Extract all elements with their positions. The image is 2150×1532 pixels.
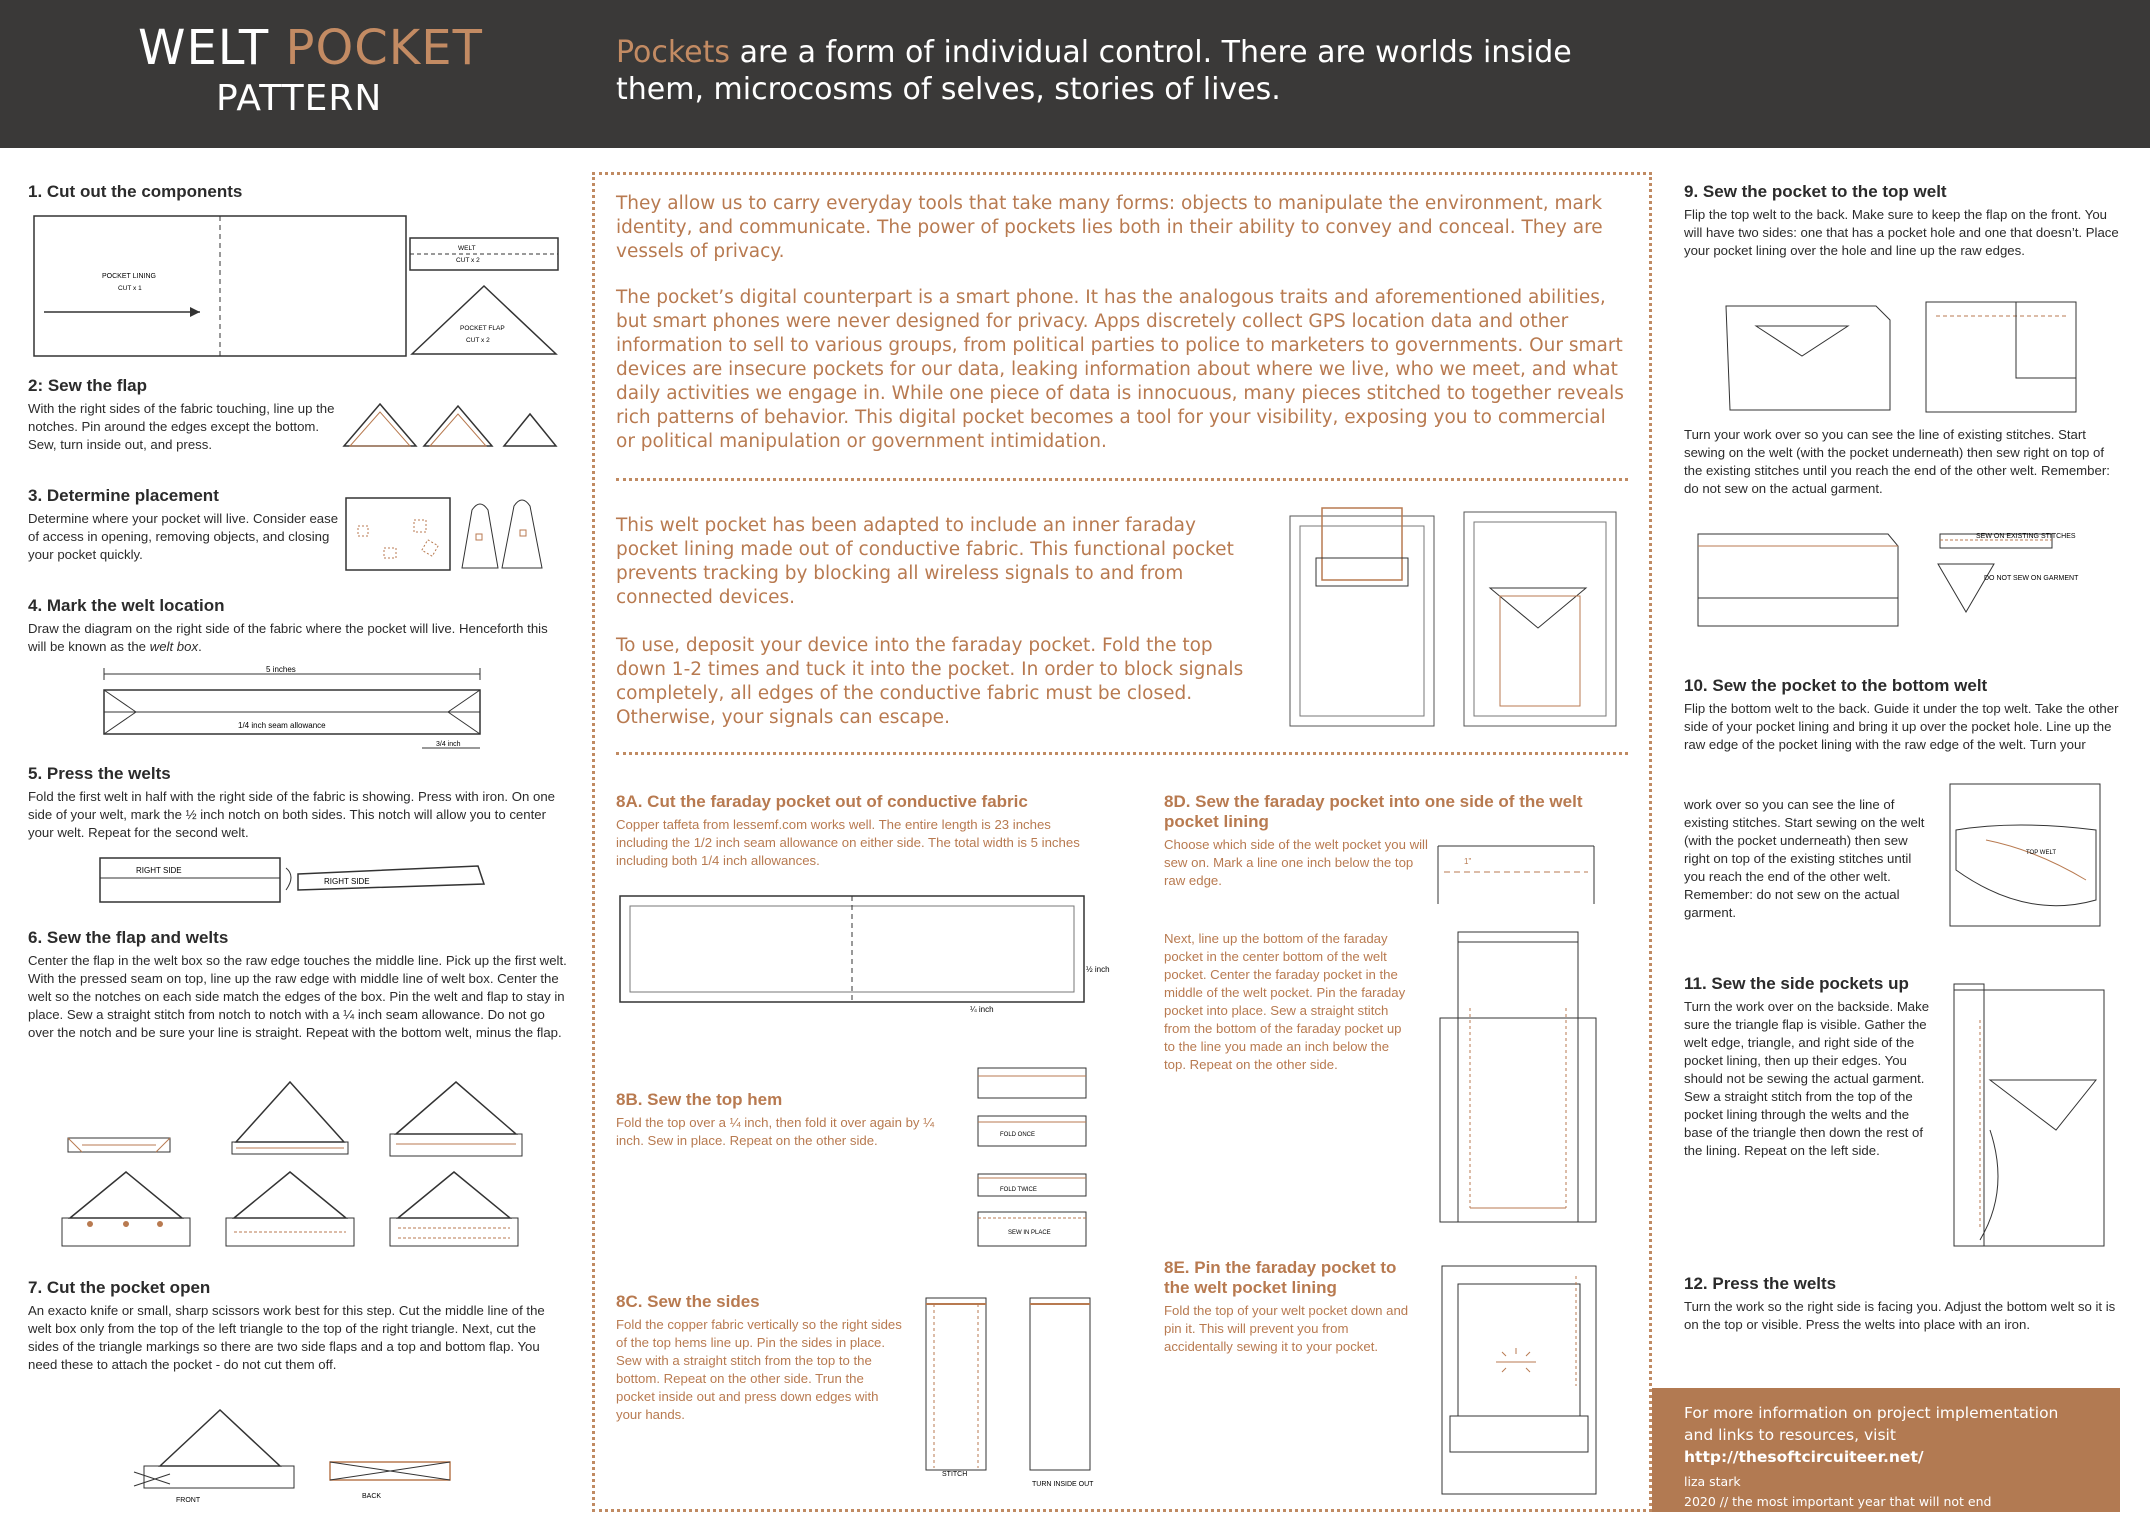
tagline-rest: are a form of individual control. There are worlds inside them, microcosms of selves, stories of lives. <box>616 35 1572 107</box>
step-8b <box>616 1090 956 1150</box>
step-7-text: An exacto knife or small, sharp scissors work best for this step. Cut the middle line of the welt box only from the top of the left triangle to the top of the right triangle. Next, cut the sides of the triangle markings so there are two side flaps and a top and bottom flap. You need these to attach the pocket - do not cut them off. <box>28 1303 545 1372</box>
step-7-diagram <box>130 1402 490 1506</box>
step-5 <box>28 764 568 842</box>
footer-year-line: 2020 // the most important year that will not end <box>1684 1494 1992 1509</box>
step-8e-title: 8E. Pin the faraday pocket to the welt pocket lining <box>1164 1258 1397 1297</box>
page-title <box>138 20 483 76</box>
step-4-text-a: Draw the diagram on the right side of the fabric where the pocket will live. Henceforth this will be known as the <box>28 621 548 654</box>
title-word-welt: WELT <box>138 20 270 76</box>
label-fold-once: FOLD ONCE <box>1000 1132 1036 1138</box>
step-7 <box>28 1278 568 1374</box>
step-4-text-em: welt box <box>149 639 199 654</box>
step-6-diagram <box>60 1078 550 1258</box>
step-10-text-2: work over so you can see the line of existing stitches. Start sewing on the welt (with the pocket underneath) then sew right on top of the existing stitches until you reach the end of the other welt. Remember: do not sew on the actual garment. <box>1684 797 1925 920</box>
step-8a-title: 8A. Cut the faraday pocket out of conductive fabric <box>616 792 1028 811</box>
step-9-text-1: Flip the top welt to the back. Make sure to keep the flap on the front. You will have two sides: one that has a pocket hole and one that doesn’t. Place your pocket lining over the hole and line up the raw edges. <box>1684 207 2119 258</box>
tagline <box>616 34 1616 108</box>
step-12-text: Turn the work so the right side is facing you. Adjust the bottom welt so it is on the top or visible. Press the welts into place with an iron. <box>1684 1299 2116 1332</box>
label-sew-on-existing <box>1976 533 2076 540</box>
title-word-pocket: POCKET <box>285 20 483 76</box>
label-quarter-inch: ¼ inch <box>970 1005 994 1012</box>
step-8d-diagram-top <box>1434 842 1604 908</box>
step-1 <box>28 182 568 206</box>
step-5-diagram <box>96 854 496 904</box>
step-4-text-b: . <box>198 639 202 654</box>
step-3 <box>28 486 348 564</box>
step-8c-title: 8C. Sew the sides <box>616 1292 760 1311</box>
label-flap-cut: CUT x 2 <box>466 337 490 344</box>
step-10 <box>1684 676 2120 754</box>
step-10-text-1: Flip the bottom welt to the back. Guide it under the top welt. Take the other side of your pocket lining and bring it up over the pocket hole. Line up the raw edge of the pocket lining with the raw edge of the welt. Turn your <box>1684 701 2119 752</box>
label-pocket-lining: POCKET LINING <box>102 273 156 280</box>
step-8b-diagram <box>972 1064 1092 1250</box>
step-3-diagram <box>344 490 560 572</box>
faraday-paragraph-1: This welt pocket has been adapted to include an inner faraday pocket lining made out of conductive fabric. This functional pocket prevents tracking by blocking all wireless signals to and from connected devices. <box>616 515 1234 608</box>
step-8b-text: Fold the top over a ¼ inch, then fold it over again by ¼ inch. Sew in place. Repeat on the other side. <box>616 1115 935 1148</box>
step-4 <box>28 596 568 656</box>
page-subtitle: PATTERN <box>216 78 383 119</box>
step-8d-text-2: Next, line up the bottom of the faraday pocket in the center bottom of the welt pocket. Center the faraday pocket in the middle of the welt pocket. Pin the faraday pocket into place. Sew a straight stitch from the bottom of the faraday pocket up to the line you made an inch below the top. Repeat on the other side. <box>1164 931 1406 1072</box>
footer-info-text: For more information on project implementation and links to resources, visit <box>1684 1404 2059 1444</box>
step-11-title: 11. Sew the side pockets up <box>1684 974 1909 993</box>
step-8e-text: Fold the top of your welt pocket down and pin it. This will prevent you from accidentally sewing it to your pocket. <box>1164 1303 1409 1354</box>
label-seam-allowance: 1/4 inch seam allowance <box>238 721 326 730</box>
step-10-diagram <box>1946 780 2116 930</box>
step-3-title: 3. Determine placement <box>28 486 219 505</box>
label-sew-in-place: SEW IN PLACE <box>1008 1230 1051 1236</box>
divider-2 <box>616 752 1628 755</box>
step-2-title: 2: Sew the flap <box>28 376 148 395</box>
step-8d-title: 8D. Sew the faraday pocket into one side of the welt pocket lining <box>1164 792 1583 831</box>
step-8c <box>616 1292 906 1424</box>
step-11 <box>1684 974 1930 1160</box>
step-8e-diagram <box>1436 1262 1606 1498</box>
step-3-text: Determine where your pocket will live. Consider ease of access in opening, removing objects, and closing your pocket quickly. <box>28 511 339 562</box>
footer-info-box <box>1652 1388 2120 1512</box>
label-five-inches: 5 inches <box>266 665 296 674</box>
step-8a-diagram <box>616 892 1116 1012</box>
step-8d-diagram-main <box>1436 928 1606 1228</box>
step-8a-text: Copper taffeta from lessemf.com works well. The entire length is 23 inches including the 1/2 inch seam allowance on either side. The total width is 5 inches including both 1/4 inch allowances. <box>616 817 1080 868</box>
label-front: FRONT <box>176 1497 201 1504</box>
step-9-diagram-2 <box>1686 524 2116 640</box>
label-welt: WELT <box>458 245 476 252</box>
tagline-accent: Pockets <box>616 35 731 70</box>
header-banner <box>0 0 2150 148</box>
step-9-text-2: Turn your work over so you can see the line of existing stitches. Start sewing on the welt (with the pocket underneath) then sew right on top of the existing stitches until you reach the end of the other welt. Remember: do not sew on the actual garment. <box>1684 427 2110 496</box>
step-6-title: 6. Sew the flap and welts <box>28 928 229 947</box>
step-8a <box>616 792 1096 870</box>
divider-1 <box>616 478 1628 481</box>
label-three-quarter: 3/4 inch <box>436 741 461 748</box>
step-9-part-2 <box>1684 426 2120 498</box>
intro-paragraph-2: The pocket’s digital counterpart is a smart phone. It has the analogous traits and aforementioned abilities, but smart phones were never designed for privacy. Apps discretely collect GPS location data and other information to sell to various groups, from political parties to police to marketers to governments. Our smart devices are insecure pockets for our data, leaking information about where we live, who we meet, and what daily activities we engage in. While one piece of data is innocuous, many pieces stitched to together reveals rich patterns of behavior. This digital pocket becomes a tool for your visibility, exposing you to commercial or political manipulation or government intimidation. <box>616 287 1624 452</box>
step-9-title: 9. Sew the pocket to the top welt <box>1684 182 1947 201</box>
step-8c-text: Fold the copper fabric vertically so the right sides of the top hems line up. Pin the sides in place. Sew with a straight stitch from the top to the bottom. Repeat on the other side. Trun the pocket inside out and press down edges with your hands. <box>616 1317 902 1422</box>
label-fold-twice: FOLD TWICE <box>1000 1187 1037 1193</box>
step-7-title: 7. Cut the pocket open <box>28 1278 211 1297</box>
label-one-inch: 1" <box>1464 857 1472 866</box>
label-stitch: STITCH <box>942 1471 968 1478</box>
label-lining-cut: CUT x 1 <box>118 285 142 292</box>
intro-paragraph-1: They allow us to carry everyday tools that take many forms: objects to manipulate the environment, mark identity, and communicate. The power of pockets lies both in their ability to convey and conceal. They are vessels of privacy. <box>616 193 1603 262</box>
step-1-diagram <box>30 212 560 362</box>
faraday-pocket-diagram <box>1286 504 1626 730</box>
step-8e <box>1164 1258 1414 1356</box>
step-5-text: Fold the first welt in half with the right side of the fabric is showing. Press with iron. On one side of your welt, mark the ½ inch notch on both sides. This notch will allow you to center your welt. Repeat for the second welt. <box>28 789 556 840</box>
step-8d-text-1: Choose which side of the welt pocket you will sew on. Mark a line one inch below the top raw edge. <box>1164 837 1428 888</box>
step-12 <box>1684 1274 2120 1334</box>
label-right-side-1: RIGHT SIDE <box>136 866 182 875</box>
step-2-text: With the right sides of the fabric touching, line up the notches. Pin around the edges except the bottom. Sew, turn inside out, and press. <box>28 401 335 452</box>
step-8d-part-2 <box>1164 930 1414 1074</box>
step-5-title: 5. Press the welts <box>28 764 171 783</box>
label-sew-on-existing-text: SEW ON EXISTING STITCHES <box>1976 533 2076 540</box>
label-flap: POCKET FLAP <box>460 325 505 332</box>
label-welt-cut: CUT x 2 <box>456 257 480 264</box>
footer-info <box>1684 1402 2088 1468</box>
step-8b-title: 8B. Sew the top hem <box>616 1090 783 1109</box>
label-half-inch: ½ inch <box>1086 965 1110 974</box>
faraday-paragraph-2: To use, deposit your device into the faraday pocket. Fold the top down 1-2 times and tuck it into the pocket. In order to block signals completely, all edges of the conductive fabric must be closed. Otherwise, your signals can escape. <box>616 635 1244 728</box>
step-10-part-2 <box>1684 796 1930 922</box>
step-2-diagram <box>340 398 560 450</box>
step-4-title: 4. Mark the welt location <box>28 596 225 615</box>
label-right-side-2: RIGHT SIDE <box>324 877 370 886</box>
label-top-welt: TOP WELT <box>2026 850 2057 856</box>
step-10-title: 10. Sew the pocket to the bottom welt <box>1684 676 1988 695</box>
step-2 <box>28 376 348 454</box>
step-11-diagram <box>1946 980 2116 1252</box>
step-11-text: Turn the work over on the backside. Make sure the triangle flap is visible. Gather the welt edge, triangle, and right side of the pocket lining, then up their edges. You should not be sewing the actual garment. Sew a straight stitch from the top of the pocket lining through the welts and the base of the triangle then down the rest of the lining. Repeat on the left side. <box>1684 999 1930 1158</box>
step-4-text <box>28 620 568 656</box>
label-turn-inside-out: TURN INSIDE OUT <box>1032 1481 1094 1488</box>
step-6-text: Center the flap in the welt box so the raw edge touches the middle line. Pick up the first welt. With the pressed seam on top, line up the raw edge with middle line of welt box. Center the welt so the notches on each side match the edges of the box. Pin the welt and flap to stay in place. Sew a straight stitch from notch to notch with a ¼ inch seam allowance. Do not go over the notch and be sure your line is straight. Repeat with the bottom welt, minus the flap. <box>28 953 567 1040</box>
step-4-diagram <box>96 664 496 756</box>
step-9 <box>1684 182 2120 260</box>
step-12-title: 12. Press the welts <box>1684 1274 1837 1293</box>
label-do-not-sew: DO NOT SEW ON GARMENT <box>1984 575 2079 582</box>
step-1-title: 1. Cut out the components <box>28 182 243 201</box>
footer-link[interactable]: http://thesoftcircuiteer.net/ <box>1684 1448 1924 1466</box>
step-9-diagram-1 <box>1716 296 2096 416</box>
step-6 <box>28 928 568 1042</box>
label-back: BACK <box>362 1493 382 1500</box>
step-8c-diagram <box>918 1290 1118 1496</box>
footer-author: liza stark <box>1684 1474 1741 1489</box>
